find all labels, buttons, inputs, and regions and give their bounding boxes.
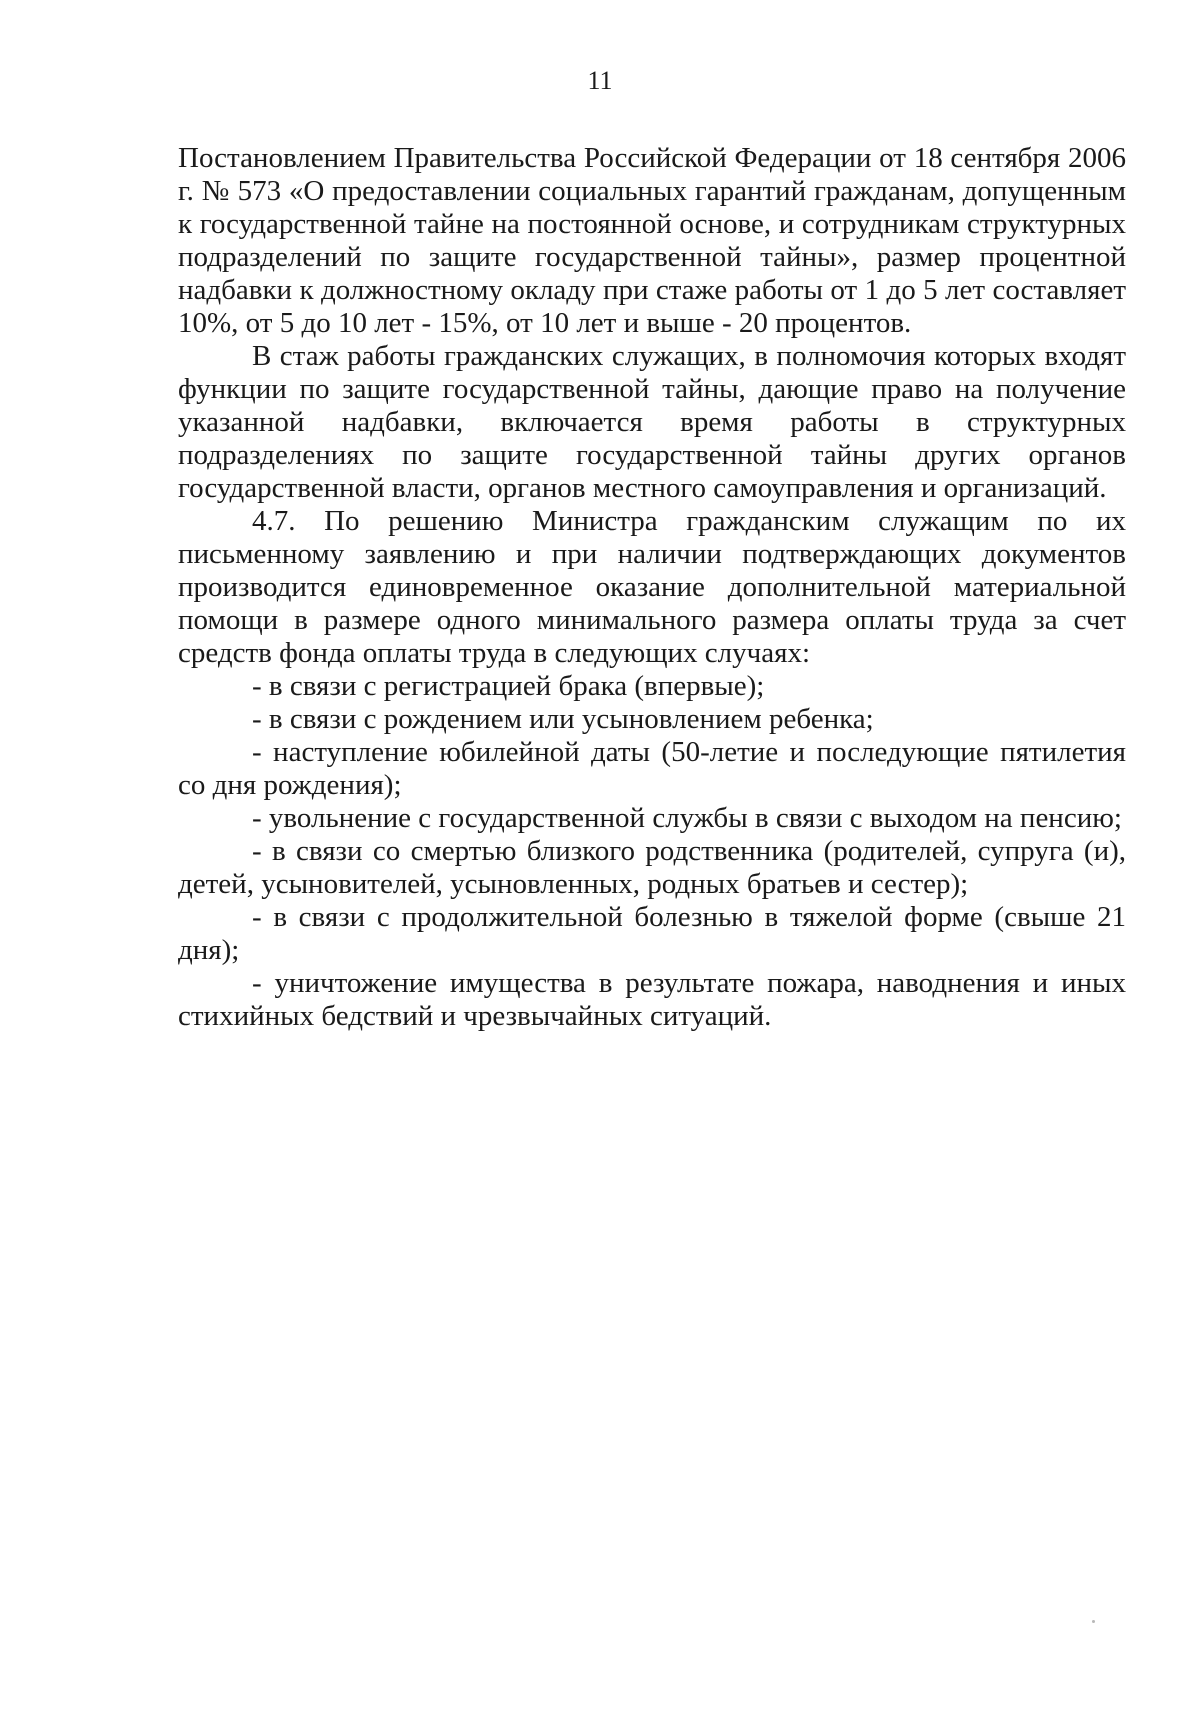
list-item-marriage: - в связи с регистрацией брака (впервые); [252,670,765,702]
paragraph-service-record: В стаж работы гражданских служащих, в полномочия которых входят функции по защите государственной тайны, дающие право на получение указанной надбавки, включается время работы в структурных подразделениях по защите государственной тайны других органов государственной власти, органов местного самоуправления и организаций. [178,340,1126,504]
list-item-birth: - в связи с рождением или усыновлением ребенка; [252,703,874,735]
list-item-anniversary: - наступление юбилейной даты (50-летие и последующие пятилетия со дня рождения); [178,736,1126,801]
scan-speck [1092,1620,1095,1623]
list-item-retirement: - увольнение с государственной службы в связи с выходом на пенсию; [252,802,1122,834]
document-body [178,142,1126,1033]
paragraph-resolution-reference: Постановлением Правительства Российской Федерации от 18 сентября 2006 г. № 573 «О предоставлении социальных гарантий гражданам, допущенным к государственной тайне на постоянной основе, и сотрудникам структурных подразделений по защите государственной тайны», размер процентной надбавки к должностному окладу при стаже работы от 1 до 5 лет составляет 10%, от 5 до 10 лет - 15%, от 10 лет и выше - 20 процентов. [178,142,1126,339]
list-item-property-loss: - уничтожение имущества в результате пожара, наводнения и иных стихийных бедствий и чрезвычайных ситуаций. [178,967,1126,1032]
page-number: 11 [587,66,613,95]
list-item-bereavement: - в связи со смертью близкого родственника (родителей, супруга (и), детей, усыновителей, усыновленных, родных братьев и сестер); [178,835,1126,900]
paragraph-material-aid: 4.7. По решению Министра гражданским служащим по их письменному заявлению и при наличии подтверждающих документов производится единовременное оказание дополнительной материальной помощи в размере одного минимального размера оплаты труда за счет средств фонда оплаты труда в следующих случаях: [178,505,1126,669]
list-item-illness: - в связи с продолжительной болезнью в тяжелой форме (свыше 21 дня); [178,901,1126,966]
